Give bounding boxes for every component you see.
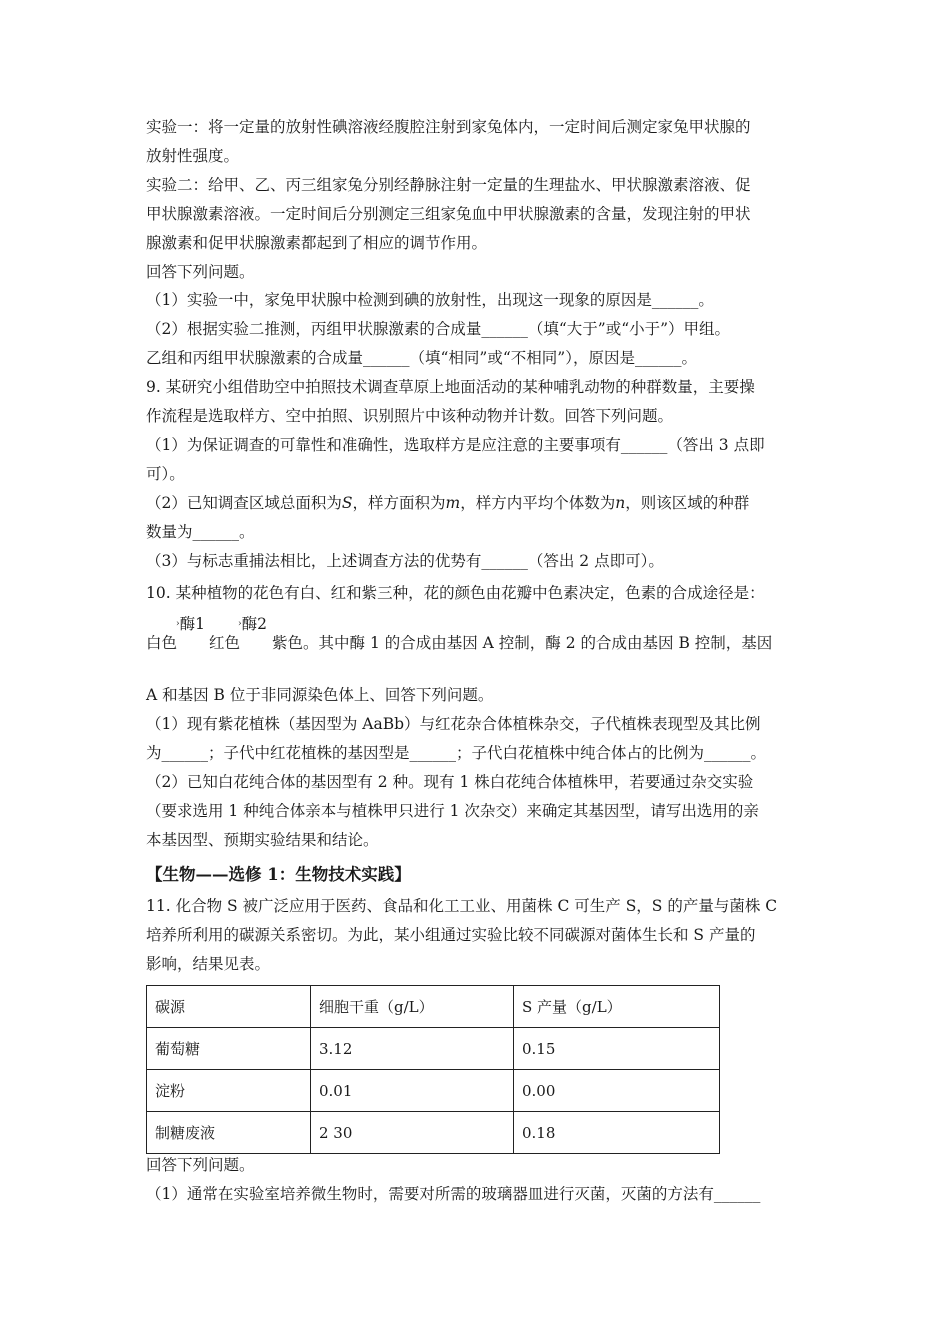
- text-span: （2）已知调查区域总面积为: [146, 494, 342, 512]
- table-cell: 淀粉: [147, 1070, 311, 1112]
- text-line: 为______；子代中红花植株的基因型是______；子代白花植株中纯合体占的比例为______。: [146, 744, 767, 762]
- text-line: 乙组和丙组甲状腺激素的合成量______（填“相同”或“不相同”），原因是______。: [146, 349, 697, 367]
- text-line: （1）现有紫花植株（基因型为 AaBb）与红花杂合体植株杂交，子代植株表现型及其比例: [146, 715, 761, 733]
- text-line: 培养所利用的碳源关系密切。为此，某小组通过实验比较不同碳源对菌体生长和 S 产量的: [146, 926, 756, 944]
- table-cell: 3.12: [311, 1028, 514, 1070]
- table-header-cell: 碳源: [147, 986, 311, 1028]
- text-line: 放射性强度。: [146, 147, 240, 165]
- arrow-tick-icon: ›: [238, 619, 242, 629]
- question-10-line: 10. 某种植物的花色有白、红和紫三种，花的颜色由花瓣中色素决定，色素的合成途径是：: [146, 584, 765, 602]
- text-line: （2）已知白花纯合体的基因型有 2 种。现有 1 株白花纯合体植株甲，若要通过杂交实验: [146, 773, 754, 791]
- text-line: （3）与标志重捕法相比，上述调查方法的优势有______（答出 2 点即可）。: [146, 552, 664, 570]
- text-line: 影响，结果见表。: [146, 955, 271, 973]
- text-line: 回答下列问题。: [146, 263, 255, 281]
- text-span: ，样方内平均个体数为: [460, 494, 616, 512]
- table-cell: 0.00: [514, 1070, 720, 1112]
- variable-s: S: [341, 494, 353, 512]
- text-span: ，样方面积为: [352, 494, 446, 512]
- table-row: [147, 1112, 720, 1154]
- table-cell: 制糖废液: [147, 1112, 311, 1154]
- table-header-cell: S 产量（g/L）: [514, 986, 720, 1028]
- table-cell: 葡萄糖: [147, 1028, 311, 1070]
- text-line: 腺激素和促甲状腺激素都起到了相应的调节作用。: [146, 234, 488, 252]
- text-line: （1）通常在实验室培养微生物时，需要对所需的玻璃器皿进行灭菌，灭菌的方法有______: [146, 1185, 761, 1203]
- text-line: 甲状腺激素溶液。一定时间后分别测定三组家兔血中甲状腺激素的含量，发现注射的甲状: [146, 205, 751, 223]
- red-pigment: 红色: [209, 634, 241, 652]
- text-line: （1）为保证调查的可靠性和准确性，选取样方是应注意的主要事项有______（答出 3 点即: [146, 436, 765, 454]
- text-line: 回答下列问题。: [146, 1156, 255, 1174]
- arrow-tick-icon: ›: [176, 619, 180, 629]
- text-span: ，则该区域的种群: [625, 494, 750, 512]
- text-line: 作流程是选取样方、空中拍照、识别照片中该种动物并计数。回答下列问题。: [146, 407, 674, 425]
- table-cell: 2 30: [311, 1112, 514, 1154]
- text-line: （2）根据实验二推测，丙组甲状腺激素的合成量______（填“大于”或“小于”）甲组。: [146, 320, 731, 338]
- text-line: 数量为______。: [146, 523, 255, 541]
- table-header-cell: 细胞干重（g/L）: [311, 986, 514, 1028]
- enzyme-2-text: 酶2: [241, 615, 267, 633]
- table-cell: 0.01: [311, 1070, 514, 1112]
- text-line: （1）实验一中，家兔甲状腺中检测到碘的放射性，出现这一现象的原因是______。: [146, 291, 714, 309]
- question-9-2-line: [146, 492, 749, 514]
- table-row: [147, 1070, 720, 1112]
- variable-n: n: [615, 494, 626, 512]
- text-line: （要求选用 1 种纯合体亲本与植株甲只进行 1 次杂交）来确定其基因型，请写出选用的亲: [146, 802, 759, 820]
- pathway-rest: 紫色。其中酶 1 的合成由基因 A 控制，酶 2 的合成由基因 B 控制，基因: [272, 634, 773, 652]
- table-cell: 0.18: [514, 1112, 720, 1154]
- text-line: 实验一：将一定量的放射性碘溶液经腹腔注射到家兔体内，一定时间后测定家兔甲状腺的: [146, 118, 751, 136]
- table-cell: 0.15: [514, 1028, 720, 1070]
- table-row: [147, 1028, 720, 1070]
- question-9-line: 9. 某研究小组借助空中拍照技术调查草原上地面活动的某种哺乳动物的种群数量，主要操: [146, 378, 755, 396]
- carbon-source-table: [146, 985, 720, 1154]
- text-line: A 和基因 B 位于非同源染色体上、回答下列问题。: [146, 686, 494, 704]
- section-heading: 【生物——选修 1：生物技术实践】: [146, 865, 411, 884]
- text-line: 本基因型、预期实验结果和结论。: [146, 831, 379, 849]
- text-line: 实验二：给甲、乙、丙三组家兔分别经静脉注射一定量的生理盐水、甲状腺激素溶液、促: [146, 176, 751, 194]
- question-11-line: 11. 化合物 S 被广泛应用于医药、食品和化工工业、用菌株 C 可生产 S，S 的产量与菌株 C: [146, 897, 778, 915]
- white-pigment: 白色: [146, 634, 178, 652]
- table-header-row: [147, 986, 720, 1028]
- variable-m: m: [445, 494, 461, 512]
- enzyme-2-label: [238, 612, 267, 634]
- enzyme-1-text: 酶1: [179, 615, 205, 633]
- text-line: 可）。: [146, 465, 185, 483]
- enzyme-1-label: [176, 612, 205, 634]
- pathway-line: [146, 632, 772, 654]
